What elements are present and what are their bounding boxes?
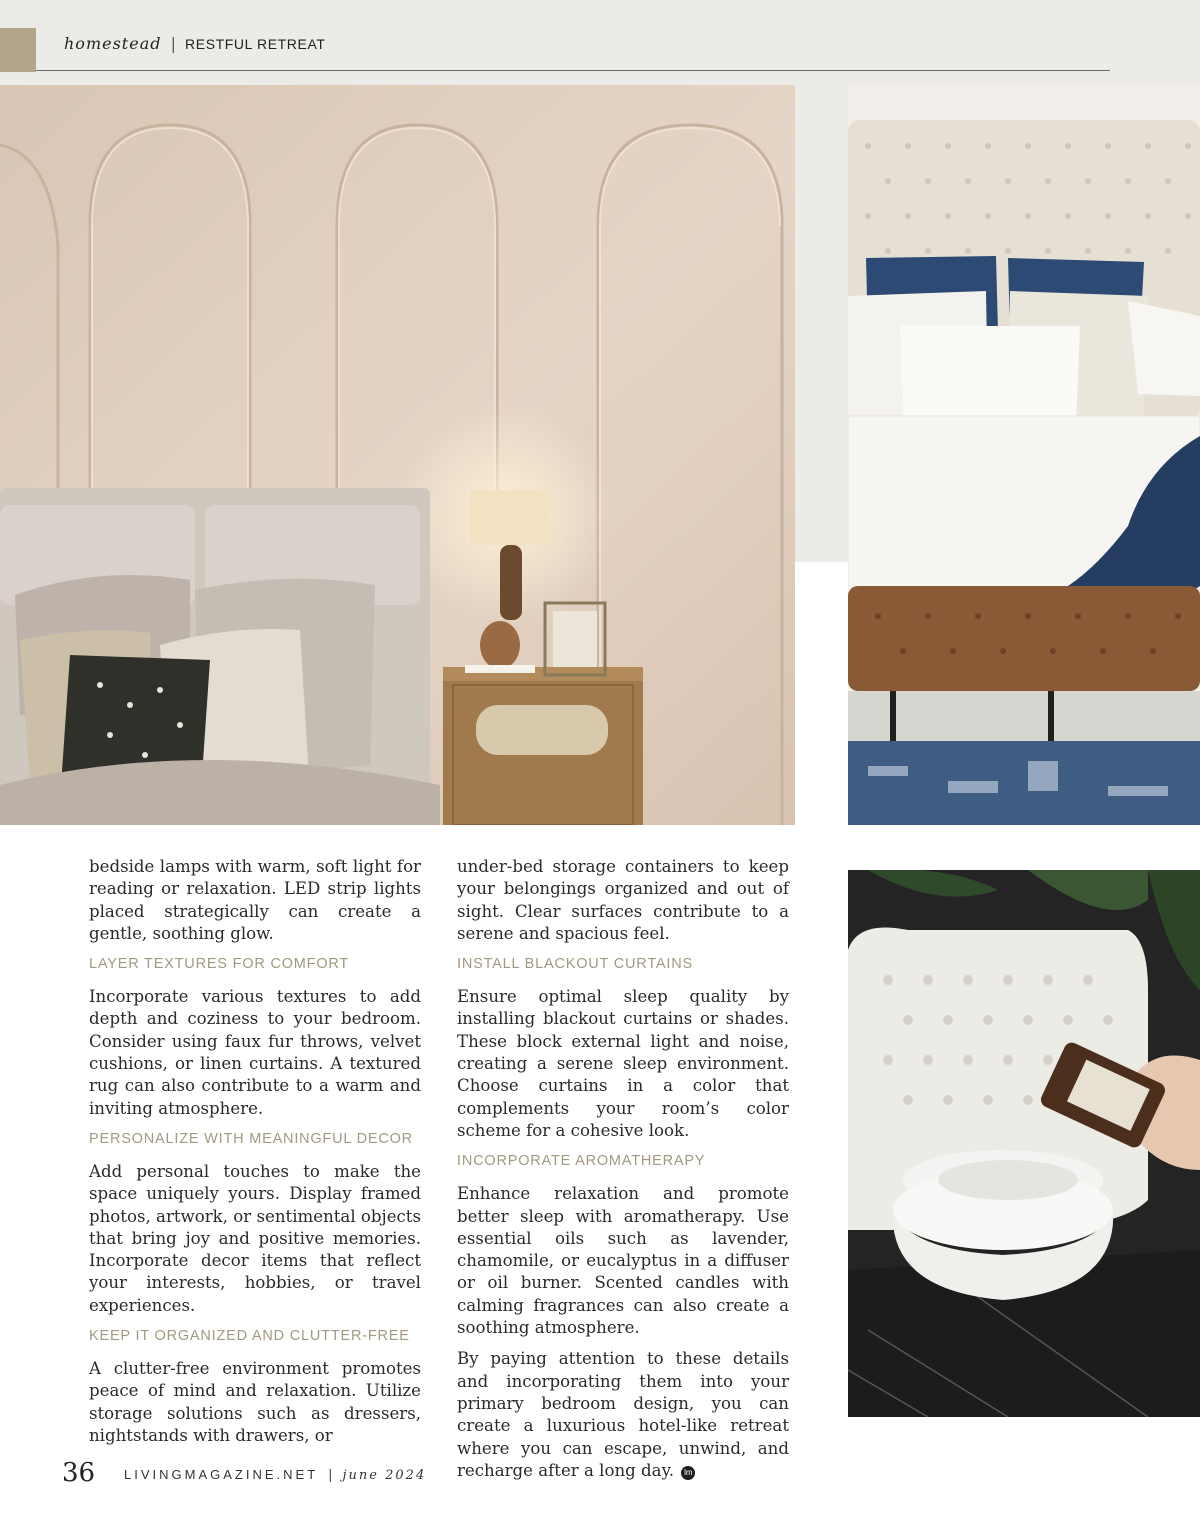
aromatherapy-diffuser-photo <box>848 870 1200 1417</box>
footer-separator: | <box>328 1468 333 1483</box>
right-intro-paragraph: under-bed storage containers to keep your belongings organized and out of sight. Clear surfaces contribute to a serene and spacious feel. <box>457 857 789 943</box>
bedroom-arched-wall-photo <box>0 85 795 825</box>
page-number: 36 <box>62 1458 96 1488</box>
footer-issue: june 2024 <box>342 1468 427 1483</box>
page-header <box>64 34 326 56</box>
header-brand: homestead <box>64 34 162 53</box>
tufted-headboard-bed-photo <box>848 86 1200 825</box>
subhead-organized-clutter-free: KEEP IT ORGANIZED AND CLUTTER-FREE <box>89 1328 410 1345</box>
paragraph-conclusion <box>457 1348 789 1482</box>
paragraph-blackout-curtains: Ensure optimal sleep quality by installing blackout curtains or shades. These block external light and noise, creating a serene sleep environment. Choose curtains in a color that complements your room’s color scheme for a cohesive look. <box>457 987 789 1140</box>
paragraph-layer-textures: Incorporate various textures to add depth and coziness to your bedroom. Consider using faux fur throws, velvet cushions, or linen curtains. A textured rug can also contribute to a warm and inviting atmosphere. <box>89 987 421 1118</box>
corner-accent-block <box>0 28 36 72</box>
paragraph-personalize-decor: Add personal touches to make the space uniquely yours. Display framed photos, artwork, or sentimental objects that bring joy and positive memories. Incorporate decor items that reflect your interests, hobbies, or travel experiences. <box>89 1161 421 1315</box>
footer-site: LIVINGMAGAZINE.NET <box>124 1467 319 1482</box>
subhead-blackout-curtains: INSTALL BLACKOUT CURTAINS <box>457 956 693 973</box>
paragraph-aromatherapy: Enhance relaxation and promote better sleep with aromatherapy. Use essential oils such as lavender, chamomile, or eucalyptus in a diffuser or oil burner. Scented candles with calming fragrances can also create a soothing atmosphere. <box>457 1184 789 1338</box>
header-separator: | <box>170 34 176 53</box>
conclusion-text: By paying attention to these details and incorporating them into your primary bedroom design, you can create a luxurious hotel-like retreat where you can escape, unwind, and recharge after a long day. <box>457 1349 789 1480</box>
page-footer <box>124 1467 426 1483</box>
header-section: RESTFUL RETREAT <box>185 36 326 52</box>
left-intro-paragraph: bedside lamps with warm, soft light for reading or relaxation. LED strip lights placed strategically can create a gentle, soothing glow. <box>89 857 421 943</box>
subhead-personalize-decor: PERSONALIZE WITH MEANINGFUL DECOR <box>89 1130 413 1147</box>
subhead-layer-textures: LAYER TEXTURES FOR COMFORT <box>89 956 350 973</box>
subhead-aromatherapy: INCORPORATE AROMATHERAPY <box>457 1153 706 1170</box>
paragraph-organized-clutter-free: A clutter-free environment promotes peace of mind and relaxation. Utilize storage solutions such as dressers, nightstands with drawers, or <box>89 1359 421 1445</box>
header-rule <box>36 70 1110 71</box>
right-text-column <box>457 856 789 1482</box>
end-mark-icon: lm <box>681 1466 695 1480</box>
left-text-column <box>89 856 421 1447</box>
